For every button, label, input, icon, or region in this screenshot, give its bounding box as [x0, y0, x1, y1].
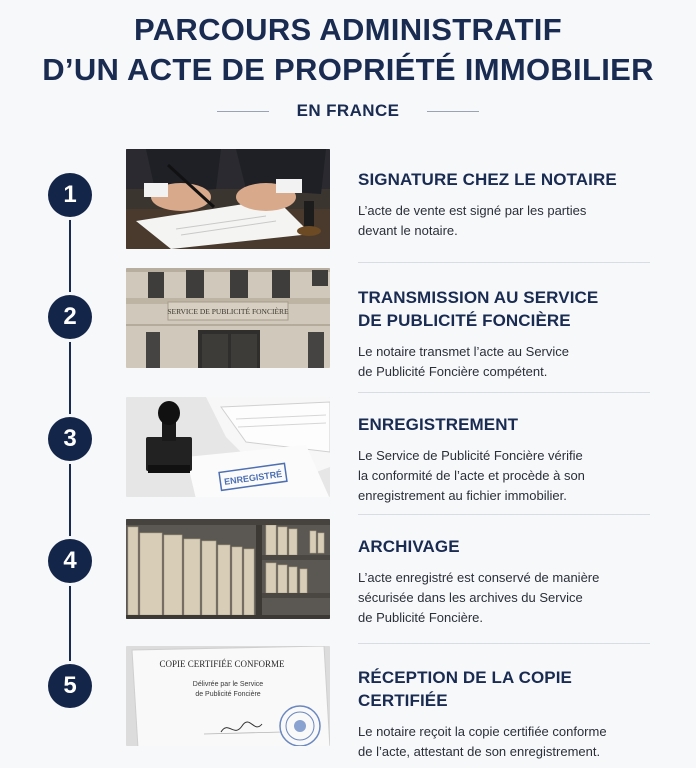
step-desc-line: devant le notaire.	[358, 223, 458, 238]
step-title-line: TRANSMISSION AU SERVICE	[358, 288, 599, 307]
building-facade-photo	[126, 268, 330, 368]
divider	[358, 643, 650, 644]
step-desc-line: de Publicité Foncière compétent.	[358, 364, 548, 379]
step-description	[358, 568, 658, 628]
divider	[358, 392, 650, 393]
building-sign-text: SERVICE DE PUBLICITÉ FONCIÈRE	[167, 307, 289, 316]
step-text	[358, 286, 658, 382]
page-title	[0, 10, 696, 90]
copy-heading-text: COPIE CERTIFIÉE CONFORME	[159, 659, 285, 669]
step-desc-line: de Publicité Foncière.	[358, 610, 484, 625]
step-number-badge: 3	[48, 417, 92, 461]
step-desc-line: L’acte de vente est signé par les parties	[358, 203, 587, 218]
subtitle: EN FRANCE	[296, 101, 400, 120]
subtitle-row	[0, 101, 696, 121]
archive-shelves-photo	[126, 519, 330, 619]
stamp-photo	[126, 397, 330, 497]
step-2	[0, 268, 696, 378]
subtitle-rule-left	[217, 111, 269, 112]
step-title-line: ARCHIVAGE	[358, 537, 460, 556]
step-desc-line: Le notaire transmet l’acte au Service	[358, 344, 569, 359]
title-line-2: D’UN ACTE DE PROPRIÉTÉ IMMOBILIER	[42, 52, 654, 87]
step-number-badge: 5	[48, 664, 92, 708]
step-title	[358, 413, 658, 436]
step-3	[0, 397, 696, 507]
divider	[358, 262, 650, 263]
step-text	[358, 535, 658, 628]
step-number-badge: 4	[48, 539, 92, 583]
step-number-badge: 1	[48, 173, 92, 217]
step-title-line: SIGNATURE CHEZ LE NOTAIRE	[358, 170, 617, 189]
step-1	[0, 148, 696, 258]
step-4	[0, 519, 696, 629]
copy-line2-text: de Publicité Foncière	[195, 691, 261, 698]
step-description	[358, 201, 658, 241]
step-text	[358, 168, 658, 241]
step-title-line: ENREGISTREMENT	[358, 415, 519, 434]
notary-signing-photo	[126, 149, 330, 249]
copy-line1-text: Délivrée par le Service	[192, 681, 264, 688]
step-title	[358, 168, 658, 191]
step-5	[0, 646, 696, 759]
step-desc-line: de l’acte, attestant de son enregistrement.	[358, 744, 601, 759]
step-description	[358, 722, 658, 762]
step-title-line: RÉCEPTION DE LA COPIE CERTIFIÉE	[358, 668, 572, 710]
step-desc-line: Le notaire reçoit la copie certifiée conforme	[358, 724, 607, 739]
subtitle-rule-right	[427, 111, 479, 112]
step-description	[358, 342, 658, 382]
step-title	[358, 286, 658, 332]
title-line-1: PARCOURS ADMINISTRATIF	[134, 12, 562, 47]
step-desc-line: la conformité de l’acte et procède à son	[358, 468, 585, 483]
step-text	[358, 666, 658, 762]
step-text	[358, 413, 658, 506]
step-desc-line: enregistrement au fichier immobilier.	[358, 488, 567, 503]
step-title	[358, 535, 658, 558]
step-number-badge: 2	[48, 295, 92, 339]
step-title-line: DE PUBLICITÉ FONCIÈRE	[358, 311, 571, 330]
step-desc-line: sécurisée dans les archives du Service	[358, 590, 583, 605]
step-desc-line: L’acte enregistré est conservé de manière	[358, 570, 600, 585]
divider	[358, 514, 650, 515]
step-desc-line: Le Service de Publicité Foncière vérifie	[358, 448, 583, 463]
certified-copy-photo	[126, 646, 330, 746]
stamp-text: ENREGISTRÉ	[223, 468, 283, 487]
step-title	[358, 666, 658, 712]
step-description	[358, 446, 658, 506]
